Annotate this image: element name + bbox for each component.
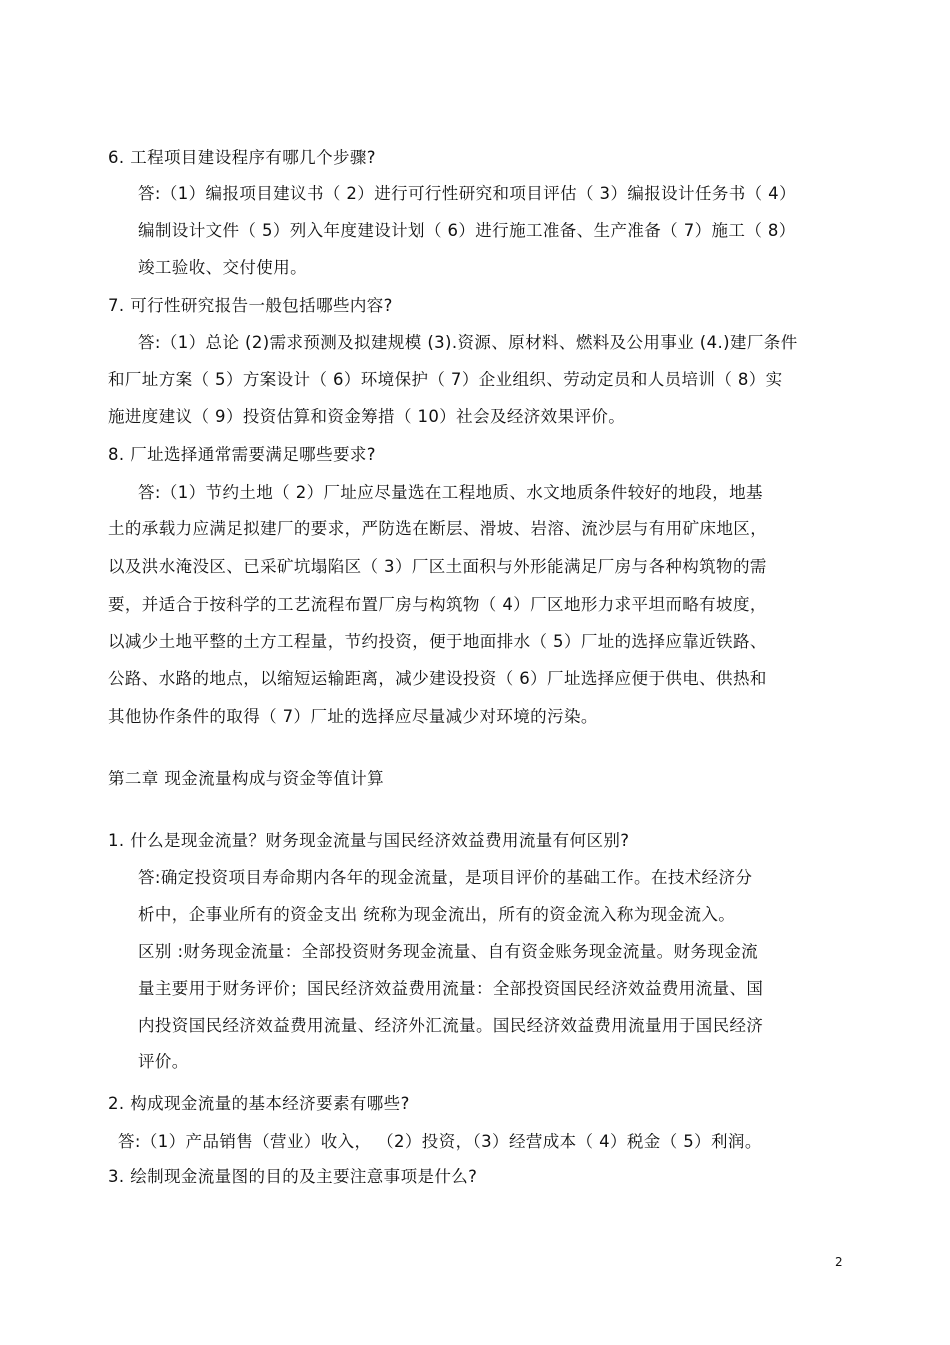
c1-question: 1. 什么是现金流量？财务现金流量与国民经济效益费用流量有何区别? bbox=[108, 831, 630, 850]
chapter-title: 第二章 现金流量构成与资金等值计算 bbox=[108, 769, 385, 788]
c1-answer-line-4: 量主要用于财务评价；国民经济效益费用流量：全部投资国民经济效益费用流量、国 bbox=[138, 979, 764, 998]
q8-answer-line-7: 其他协作条件的取得（ 7）厂址的选择应尽量减少对环境的污染。 bbox=[108, 707, 598, 726]
c1-answer-line-2: 析中，企事业所有的资金支出 统称为现金流出，所有的资金流入称为现金流入。 bbox=[138, 905, 736, 924]
c1-answer-line-3: 区别 :财务现金流量：全部投资财务现金流量、自有资金账务现金流量。财务现金流 bbox=[138, 942, 759, 961]
q8-answer-line-2: 土的承载力应满足拟建厂的要求，严防选在断层、滑坡、岩溶、流沙层与有用矿床地区， bbox=[108, 519, 768, 538]
q8-answer-line-3: 以及洪水淹没区、已采矿坑塌陷区（ 3）厂区土面积与外形能满足厂房与各种构筑物的需 bbox=[108, 557, 767, 576]
q8-question: 8. 厂址选择通常需要满足哪些要求? bbox=[108, 445, 376, 464]
q7-answer-line-3: 施进度建议（ 9）投资估算和资金筹措（ 10）社会及经济效果评价。 bbox=[108, 407, 626, 426]
q7-question: 7. 可行性研究报告一般包括哪些内容? bbox=[108, 296, 393, 315]
page-number: 2 bbox=[835, 1255, 843, 1269]
c2-answer: 答:（1）产品销售（营业）收入， （2）投资，（3）经营成本（ 4）税金（ 5）利润。 bbox=[118, 1132, 762, 1151]
q8-answer-line-6: 公路、水路的地点，以缩短运输距离，减少建设投资（ 6）厂址选择应便于供电、供热和 bbox=[108, 669, 767, 688]
q6-answer-line-3: 竣工验收、交付使用。 bbox=[138, 258, 307, 277]
c2-question: 2. 构成现金流量的基本经济要素有哪些? bbox=[108, 1094, 410, 1113]
q7-answer-line-1: 答:（1）总论 (2)需求预测及拟建规模 (3).资源、原材料、燃料及公用事业 (4.)建厂条件 bbox=[138, 333, 798, 352]
q6-answer-line-1: 答:（1）编报项目建议书（ 2）进行可行性研究和项目评估（ 3）编报设计任务书（ 4） bbox=[138, 184, 796, 203]
q6-question: 6. 工程项目建设程序有哪几个步骤? bbox=[108, 148, 376, 167]
c3-question: 3. 绘制现金流量图的目的及主要注意事项是什么? bbox=[108, 1167, 478, 1186]
q7-answer-line-2: 和厂址方案（ 5）方案设计（ 6）环境保护（ 7）企业组织、劳动定员和人员培训（ 8）实 bbox=[108, 370, 783, 389]
q8-answer-line-5: 以减少土地平整的土方工程量，节约投资，便于地面排水（ 5）厂址的选择应靠近铁路、 bbox=[108, 632, 767, 651]
q8-answer-line-4: 要，并适合于按科学的工艺流程布置厂房与构筑物（ 4）厂区地形力求平坦而略有坡度， bbox=[108, 595, 767, 614]
q6-answer-line-2: 编制设计文件（ 5）列入年度建设计划（ 6）进行施工准备、生产准备（ 7）施工（ 8） bbox=[138, 221, 796, 240]
c1-answer-line-1: 答:确定投资项目寿命期内各年的现金流量，是项目评价的基础工作。在技术经济分 bbox=[138, 868, 753, 887]
c1-answer-line-6: 评价。 bbox=[138, 1052, 189, 1071]
c1-answer-line-5: 内投资国民经济效益费用流量、经济外汇流量。国民经济效益费用流量用于国民经济 bbox=[138, 1016, 764, 1035]
q8-answer-line-1: 答:（1）节约土地（ 2）厂址应尽量选在工程地质、水文地质条件较好的地段，地基 bbox=[138, 483, 763, 502]
